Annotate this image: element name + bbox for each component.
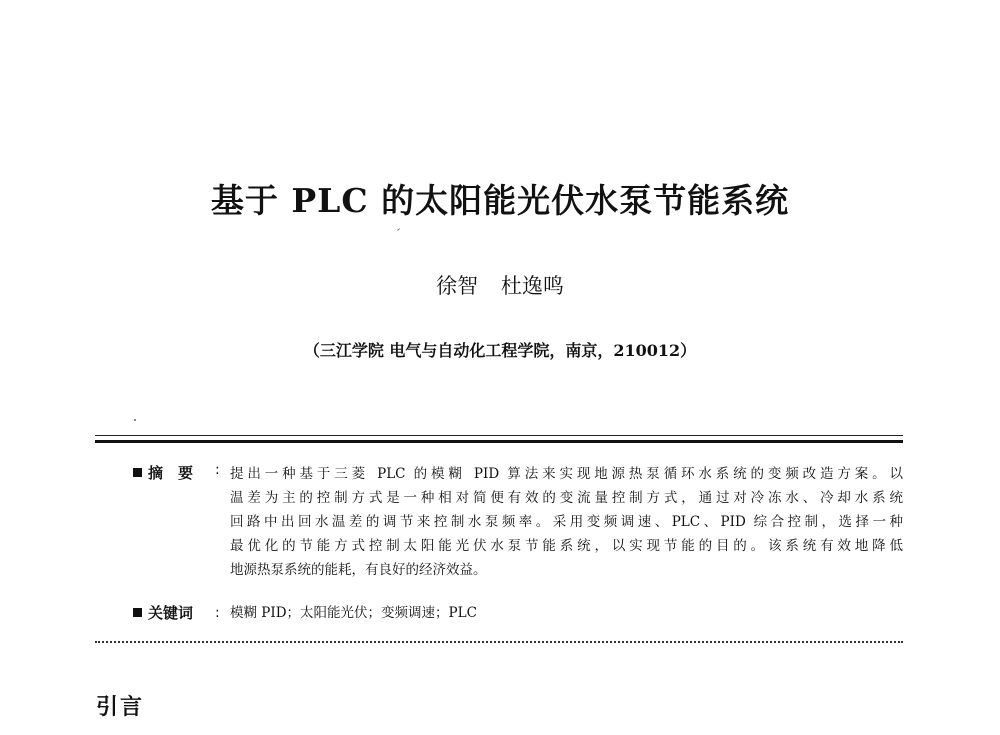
keywords-label: 关键词: [133, 601, 193, 625]
keywords: [133, 601, 903, 625]
stray-mark: [397, 228, 400, 231]
divider-dotted: [95, 641, 903, 643]
abstract-line: 地源热泵系统的能耗，有良好的经济效益。: [230, 562, 487, 578]
abstract-label: 摘 要: [133, 462, 193, 483]
abstract-text: [230, 462, 903, 582]
affiliation: （三江学院 电气与自动化工程学院，南京，210012）: [303, 341, 697, 360]
keywords-colon: :: [215, 605, 220, 621]
section-heading: 引言: [96, 695, 145, 720]
keywords-text: 模糊 PID；太阳能光伏；变频调速；PLC: [230, 605, 477, 621]
abstract-line: 最优化的节能方式控制太阳能光伏水泵节能系统，以实现节能的目的。该系统有效地降低: [230, 538, 903, 554]
bullet-square-icon: [133, 608, 142, 617]
bullet-square-icon: [133, 468, 142, 477]
abstract-line: 提出一种基于三菱 PLC 的模糊 PID 算法来实现地源热泵循环水系统的变频改造方案。以: [230, 466, 903, 482]
abstract-line: 回路中出回水温差的调节来控制水泵频率。采用变频调速、PLC、PID 综合控制，选择一种: [230, 514, 903, 530]
abstract-colon: :: [215, 462, 220, 478]
divider-thick: [95, 440, 903, 443]
scan-speck: [134, 419, 136, 421]
author-list: [0, 270, 1000, 300]
divider-thin: [95, 435, 903, 436]
paper-title: 基于 PLC 的太阳能光伏水泵节能系统: [210, 181, 790, 220]
author-name: 徐智: [436, 274, 479, 298]
author-name: 杜逸鸣: [500, 274, 564, 298]
abstract-line: 温差为主的控制方式是一种相对简便有效的变流量控制方式，通过对冷冻水、冷却水系统: [230, 490, 903, 506]
